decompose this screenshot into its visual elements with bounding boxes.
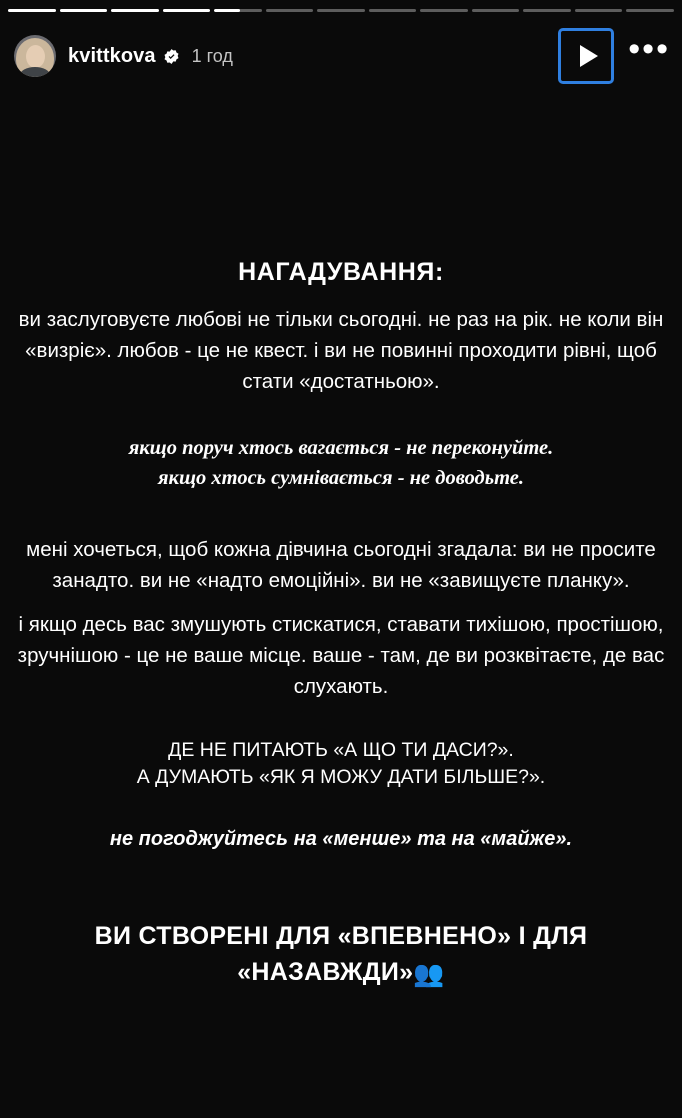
avatar[interactable] bbox=[14, 35, 56, 77]
story-paragraph-3: мені хочеться, щоб кожна дівчина сьогодні згадала: ви не просите занадто. ви не «надто емоційні». ви не «завищуєте планку». bbox=[26, 538, 656, 592]
story-paragraph-2-line-1: якщо поруч хтось вагається - не переконуйте. bbox=[128, 437, 554, 459]
progress-segment[interactable] bbox=[111, 9, 159, 12]
timestamp-label: 1 год bbox=[191, 45, 233, 66]
story-finale-line-1: ВИ СТВОРЕНІ ДЛЯ «ВПЕВНЕНО» І ДЛЯ bbox=[94, 922, 588, 950]
progress-segment[interactable] bbox=[626, 9, 674, 12]
progress-segment[interactable] bbox=[317, 9, 365, 12]
verified-icon bbox=[163, 48, 180, 65]
progress-segment[interactable] bbox=[575, 9, 623, 12]
username-label[interactable]: kvittkova bbox=[68, 44, 156, 67]
story-finale bbox=[16, 918, 666, 992]
progress-segment[interactable] bbox=[8, 9, 56, 12]
story-paragraph-2 bbox=[16, 433, 666, 493]
play-icon bbox=[580, 45, 598, 67]
story-paragraph-4: і якщо десь вас змушують стискатися, ставати тихішою, простішою, зручнішою - це не ваше місце. ваше - там, де ви розквітаєте, де вас слухають. bbox=[17, 613, 665, 698]
story-header bbox=[0, 16, 682, 90]
story-paragraph-5-line-2: А ДУМАЮТЬ «ЯК Я МОЖУ ДАТИ БІЛЬШЕ?». bbox=[136, 766, 546, 788]
story-paragraph-1: ви заслуговуєте любові не тільки сьогодні. не раз на рік. не коли він «визріє». любов - це не квест. і ви не повинні проходити рівні, щоб стати «достатньою». bbox=[18, 308, 664, 393]
more-options-button[interactable]: ••• bbox=[628, 30, 670, 68]
avatar-body bbox=[20, 67, 50, 77]
avatar-face bbox=[26, 45, 45, 68]
story-paragraph-5 bbox=[16, 737, 666, 791]
progress-segment[interactable] bbox=[163, 9, 211, 12]
story-finale-line-2-wrap bbox=[16, 954, 666, 992]
story-progress-bar bbox=[0, 0, 682, 16]
story-paragraph-5-line-1: ДЕ НЕ ПИТАЮТЬ «А ЩО ТИ ДАСИ?». bbox=[168, 739, 514, 761]
story-finale-line-2: «НАЗАВЖДИ» bbox=[237, 958, 414, 986]
story-paragraph-2-line-2: якщо хтось сумнівається - не доводьте. bbox=[158, 467, 524, 489]
progress-segment[interactable] bbox=[523, 9, 571, 12]
story-heading: НАГАДУВАННЯ: bbox=[238, 258, 444, 286]
progress-segment[interactable] bbox=[420, 9, 468, 12]
story-paragraph-6: не погоджуйтесь на «менше» та на «майже». bbox=[109, 828, 573, 850]
progress-segment[interactable] bbox=[266, 9, 314, 12]
progress-segment[interactable] bbox=[369, 9, 417, 12]
play-button[interactable] bbox=[558, 28, 614, 84]
story-text-content bbox=[0, 90, 682, 1118]
progress-segment[interactable] bbox=[60, 9, 108, 12]
people-emoji-icon: 👥 bbox=[413, 960, 445, 988]
progress-segment-active[interactable] bbox=[214, 9, 262, 12]
progress-segment[interactable] bbox=[472, 9, 520, 12]
